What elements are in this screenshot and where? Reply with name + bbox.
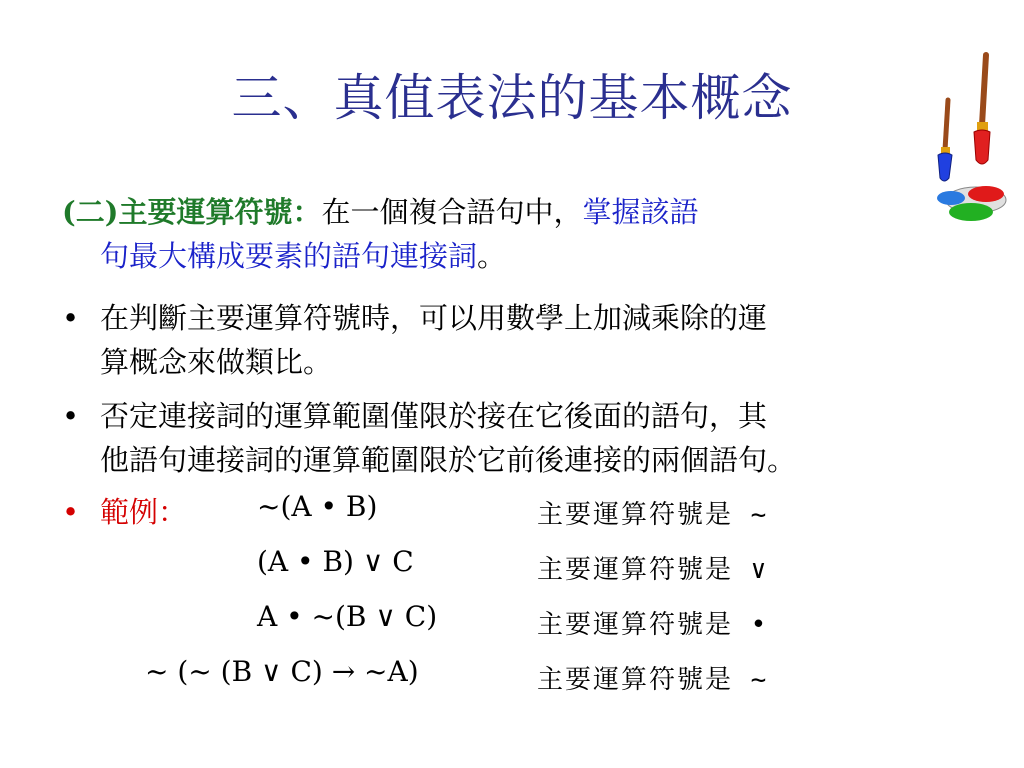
example-expression: A • ~(B ∨ C) bbox=[257, 600, 438, 633]
section-label: (二)主要運算符號： bbox=[62, 195, 322, 229]
example-result: 主要運算符號是 • bbox=[537, 610, 769, 640]
bullet-text: 在判斷主要運算符號時，可以用數學上加減乘除的運 bbox=[100, 301, 768, 335]
definition-end: 。 bbox=[477, 239, 507, 273]
bullet-text: 否定連接詞的運算範圍僅限於接在它後面的語句，其 bbox=[100, 399, 768, 433]
bullet-icon: • bbox=[62, 399, 80, 433]
bullet-icon: • bbox=[62, 301, 80, 335]
examples-label: 範例： bbox=[100, 495, 188, 529]
example-expression: ~(A • B) bbox=[257, 490, 378, 523]
bullet-text: 算概念來做類比。 bbox=[100, 345, 333, 379]
bullet-icon: • bbox=[62, 495, 80, 529]
definition-text: 在一個複合語句中， bbox=[321, 195, 583, 229]
main-operator-definition bbox=[62, 190, 962, 278]
bullet-text: 他語句連接詞的運算範圍限於它前後連接的兩個語句。 bbox=[100, 443, 797, 477]
definition-highlight: 掌握該語 bbox=[582, 195, 699, 229]
example-result: 主要運算符號是 ~ bbox=[537, 665, 769, 695]
definition-highlight-cont: 句最大構成要素的語句連接詞 bbox=[100, 239, 478, 273]
example-result: 主要運算符號是 ~ bbox=[537, 500, 769, 530]
example-expression: (A • B) ∨ C bbox=[257, 545, 414, 578]
bullet-item-analogy bbox=[62, 296, 962, 384]
examples-label-row bbox=[62, 490, 962, 534]
paintbrush-icon bbox=[938, 55, 990, 181]
bullet-item-negation-scope bbox=[62, 394, 962, 482]
slide-title: 三、真值表法的基本概念 bbox=[231, 69, 793, 127]
example-expression: ~ (~ (B ∨ C) → ~A) bbox=[145, 655, 419, 688]
example-result: 主要運算符號是 ∨ bbox=[537, 555, 769, 585]
